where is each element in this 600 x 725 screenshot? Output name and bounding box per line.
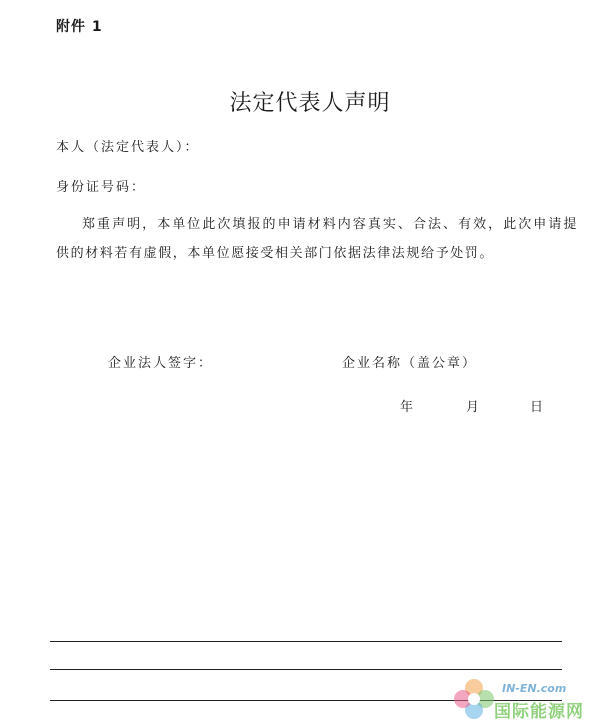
footer-rule [50, 641, 562, 642]
date-month-label: 月 [466, 400, 480, 415]
flower-logo-icon [450, 675, 498, 723]
id-number-field-label: 身份证号码： [56, 180, 147, 195]
attachment-label: 附件 1 [56, 19, 103, 35]
footer-rule [50, 669, 562, 670]
watermark-name-text: 国际能源网 [494, 702, 584, 722]
legal-representative-field-label: 本人（法定代表人）： [56, 140, 200, 155]
site-watermark [450, 673, 590, 723]
date-year-label: 年 [400, 400, 414, 415]
company-name-seal-label: 企业名称（盖公章） [342, 356, 478, 371]
declaration-paragraph: 郑重声明，本单位此次填报的申请材料内容真实、合法、有效，此次申请提供的材料若有虚假，本单位愿接受相关部门依据法律法规给予处罚。 [56, 217, 578, 261]
date-day-label: 日 [530, 400, 544, 415]
watermark-site-text: IN-EN.com [502, 682, 567, 695]
legal-person-signature-label: 企业法人签字： [108, 356, 214, 371]
document-title: 法定代表人声明 [229, 91, 391, 116]
